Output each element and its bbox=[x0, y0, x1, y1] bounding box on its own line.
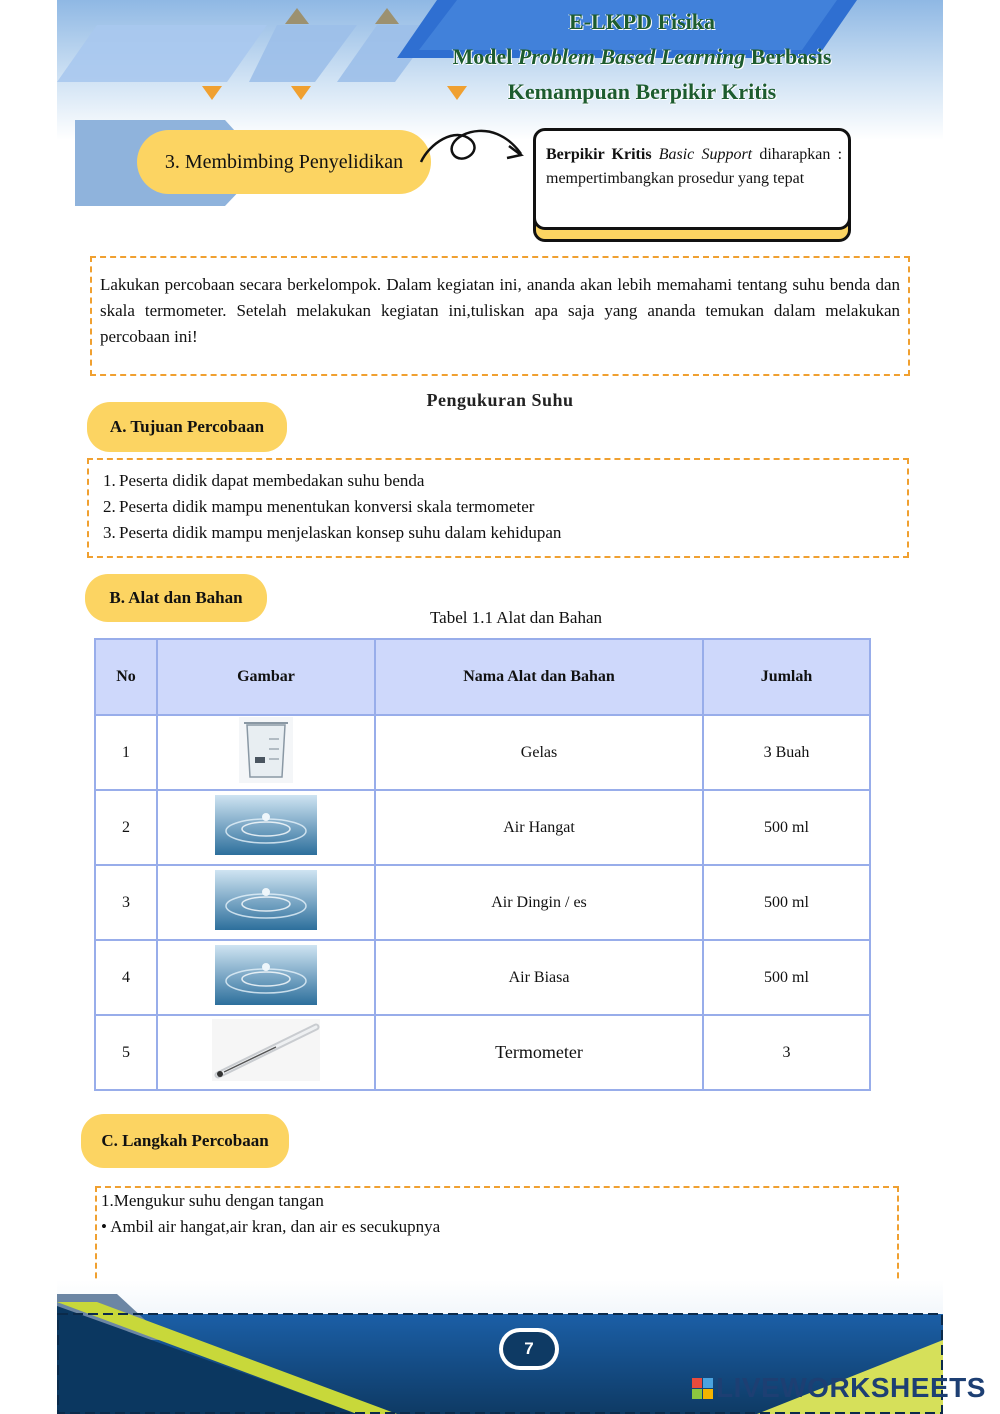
cell-qty: 3 bbox=[703, 1015, 870, 1090]
cell-image bbox=[157, 715, 375, 790]
curly-arrow-icon bbox=[417, 120, 527, 180]
cell-no: 4 bbox=[95, 940, 157, 1015]
critical-thinking-note bbox=[533, 128, 849, 236]
cell-image bbox=[157, 1015, 375, 1090]
cell-image bbox=[157, 790, 375, 865]
header-line-3: Kemampuan Berpikir Kritis bbox=[507, 79, 777, 104]
table-caption: Tabel 1.1 Alat dan Bahan bbox=[429, 608, 603, 627]
list-text: Peserta didik dapat membedakan suhu benda bbox=[119, 471, 425, 490]
header-image: Gambar bbox=[157, 639, 375, 715]
section-b-label: B. Alat dan Bahan bbox=[85, 574, 267, 622]
header-title bbox=[417, 4, 867, 109]
table-row bbox=[95, 715, 870, 790]
cell-no: 3 bbox=[95, 865, 157, 940]
cell-image bbox=[157, 865, 375, 940]
note-card bbox=[533, 128, 851, 230]
table-row bbox=[95, 940, 870, 1015]
worksheet-page bbox=[57, 0, 943, 1414]
watermark[interactable]: LIVEWORKSHEETS bbox=[716, 1372, 986, 1403]
list-number: 3. bbox=[103, 523, 116, 542]
cell-qty: 500 ml bbox=[703, 865, 870, 940]
cell-name: Air Biasa bbox=[375, 940, 703, 1015]
intro-box bbox=[90, 256, 910, 376]
header-line-2-model: Model bbox=[452, 44, 518, 69]
cell-no: 5 bbox=[95, 1015, 157, 1090]
steps-box bbox=[95, 1186, 899, 1288]
list-item bbox=[103, 468, 561, 494]
table-row bbox=[95, 790, 870, 865]
water-drop-icon bbox=[215, 870, 317, 930]
list-text: Peserta didik mampu menjelaskan konsep suhu dalam kehidupan bbox=[119, 523, 562, 542]
goals-list bbox=[103, 468, 561, 546]
cell-qty: 3 Buah bbox=[703, 715, 870, 790]
list-item bbox=[103, 494, 561, 520]
header-qty: Jumlah bbox=[703, 639, 870, 715]
steps-list bbox=[101, 1188, 440, 1240]
step-title: 3. Membimbing Penyelidikan bbox=[137, 130, 431, 194]
table-row bbox=[95, 865, 870, 940]
page-number: 7 bbox=[503, 1332, 555, 1366]
cell-name: Gelas bbox=[375, 715, 703, 790]
intro-text: Lakukan percobaan secara berkelompok. Dalam kegiatan ini, ananda akan lebih memahami tentang suhu benda dan skala termometer. Setelah melakukan kegiatan ini,tuliskan apa saja yang ananda temukan dalam melakukan percobaan ini! bbox=[100, 275, 900, 346]
list-item: 1.Mengukur suhu dengan tangan bbox=[101, 1191, 324, 1210]
table-row bbox=[95, 1015, 870, 1090]
liveworksheets-logo-icon bbox=[692, 1378, 714, 1400]
note-italic: Basic Support bbox=[658, 146, 753, 163]
cell-name: Termometer bbox=[375, 1015, 703, 1090]
experiment-title: Pengukuran Suhu bbox=[426, 390, 574, 410]
list-number: 1. bbox=[103, 471, 116, 490]
thermometer-icon bbox=[212, 1019, 320, 1081]
section-a-label: A. Tujuan Percobaan bbox=[87, 402, 287, 452]
beaker-icon bbox=[239, 717, 293, 783]
tools-table bbox=[94, 638, 871, 1091]
water-drop-icon bbox=[215, 795, 317, 855]
cell-qty: 500 ml bbox=[703, 790, 870, 865]
note-rest: diharapkan : mempertimbangkan prosedur yang tepat bbox=[546, 146, 843, 187]
page-number-badge bbox=[499, 1328, 559, 1370]
list-text: Peserta didik mampu menentukan konversi skala termometer bbox=[119, 497, 535, 516]
cell-image bbox=[157, 940, 375, 1015]
header-line-1: E-LKPD Fisika bbox=[568, 9, 716, 34]
note-text bbox=[546, 143, 842, 191]
header-no: No bbox=[95, 639, 157, 715]
cell-qty: 500 ml bbox=[703, 940, 870, 1015]
water-drop-icon bbox=[215, 945, 317, 1005]
cell-no: 1 bbox=[95, 715, 157, 790]
section-c-label: C. Langkah Percobaan bbox=[81, 1114, 289, 1168]
header-line-2-italic: Problem Based Learning bbox=[517, 44, 746, 69]
list-item: • Ambil air hangat,air kran, dan air es secukupnya bbox=[101, 1217, 441, 1236]
list-item bbox=[103, 520, 561, 546]
note-bold: Berpikir Kritis bbox=[546, 146, 652, 163]
cell-no: 2 bbox=[95, 790, 157, 865]
cell-name: Air Dingin / es bbox=[375, 865, 703, 940]
header-line-2 bbox=[417, 39, 867, 74]
list-number: 2. bbox=[103, 497, 116, 516]
goals-box bbox=[87, 458, 909, 558]
header-name: Nama Alat dan Bahan bbox=[375, 639, 703, 715]
table-header-row bbox=[95, 639, 870, 715]
cell-name: Air Hangat bbox=[375, 790, 703, 865]
header-line-2-rest: Berbasis bbox=[745, 44, 832, 69]
